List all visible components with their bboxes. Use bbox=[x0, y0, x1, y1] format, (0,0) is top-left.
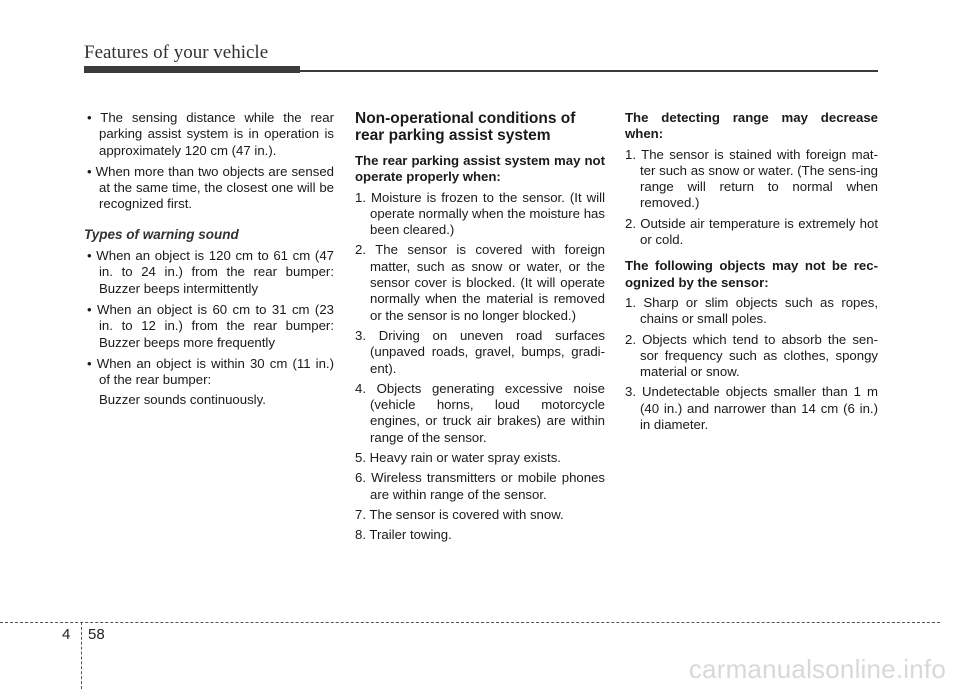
unrecognized-objects-intro: The following objects may not be rec-ognized by the sensor: bbox=[625, 258, 878, 290]
condition-item: 6. Wireless transmitters or mobile phones are within range of the sensor. bbox=[355, 470, 605, 502]
condition-item: 3. Driving on uneven road surfaces (unpaved roads, gravel, bumps, gradi-ent). bbox=[355, 327, 605, 376]
bullet-warning-near: • When an object is within 30 cm (11 in.) of the rear bumper: bbox=[87, 355, 334, 388]
object-item: 1. Sharp or slim objects such as ropes, chains or small poles. bbox=[625, 294, 878, 327]
warning-near-result: Buzzer sounds continuously. bbox=[99, 392, 266, 408]
object-item: 3. Undetectable objects smaller than 1 m (40 in.) and narrower than 14 cm (6 in.) in diameter. bbox=[625, 384, 878, 433]
column-middle bbox=[355, 110, 605, 548]
footer-divider bbox=[81, 622, 82, 689]
range-item: 1. The sensor is stained with foreign mat-ter such as snow or water. (The sens-ing range will return to normal when removed.) bbox=[625, 146, 878, 211]
range-decrease-intro: The detecting range may decrease when: bbox=[625, 110, 878, 142]
header-rule bbox=[300, 70, 878, 72]
column-left bbox=[84, 110, 334, 413]
footer-rule bbox=[0, 622, 940, 623]
condition-item: 2. The sensor is covered with foreign matter, such as snow or water, or the sensor cover is blocked. (It will operate normally when the material is removed or the sensor is no longer blocked.) bbox=[355, 242, 605, 323]
bullet-warning-mid: • When an object is 60 cm to 31 cm (23 in. to 12 in.) from the rear bumper: Buzzer beeps more frequently bbox=[87, 301, 334, 350]
watermark: carmanualsonline.info bbox=[688, 654, 946, 684]
object-item: 2. Objects which tend to absorb the sen-sor frequency such as clothes, spongy material or snow. bbox=[625, 331, 878, 380]
page-header-title: Features of your vehicle bbox=[84, 42, 269, 63]
condition-item: 7. The sensor is covered with snow. bbox=[355, 506, 564, 522]
condition-item: 8. Trailer towing. bbox=[355, 527, 452, 543]
range-item: 2. Outside air temperature is extremely hot or cold. bbox=[625, 215, 878, 248]
page-number: 58 bbox=[88, 626, 105, 643]
section-heading: Non-operational conditions of rear parking assist system bbox=[355, 110, 576, 144]
subheading-warning-sound: Types of warning sound bbox=[84, 226, 239, 242]
column-right bbox=[625, 110, 878, 437]
bullet-multiple-objects: • When more than two objects are sensed at the same time, the closest one will be recognized first. bbox=[87, 163, 334, 212]
chapter-number: 4 bbox=[62, 626, 71, 643]
condition-item: 1. Moisture is frozen to the sensor. (It will operate normally when the moisture has been cleared.) bbox=[355, 189, 605, 238]
conditions-intro: The rear parking assist system may not operate properly when: bbox=[355, 153, 605, 185]
condition-item: 5. Heavy rain or water spray exists. bbox=[355, 450, 561, 466]
bullet-sensing-distance: • The sensing distance while the rear parking assist system is in operation is approximately 120 cm (47 in.). bbox=[87, 110, 334, 158]
header-bar bbox=[84, 66, 300, 73]
condition-item: 4. Objects generating excessive noise (vehicle horns, loud motorcycle engines, or truck air brakes) are within range of the sensor. bbox=[355, 380, 605, 445]
bullet-warning-far: • When an object is 120 cm to 61 cm (47 in. to 24 in.) from the rear bumper: Buzzer beeps intermittently bbox=[87, 248, 334, 296]
